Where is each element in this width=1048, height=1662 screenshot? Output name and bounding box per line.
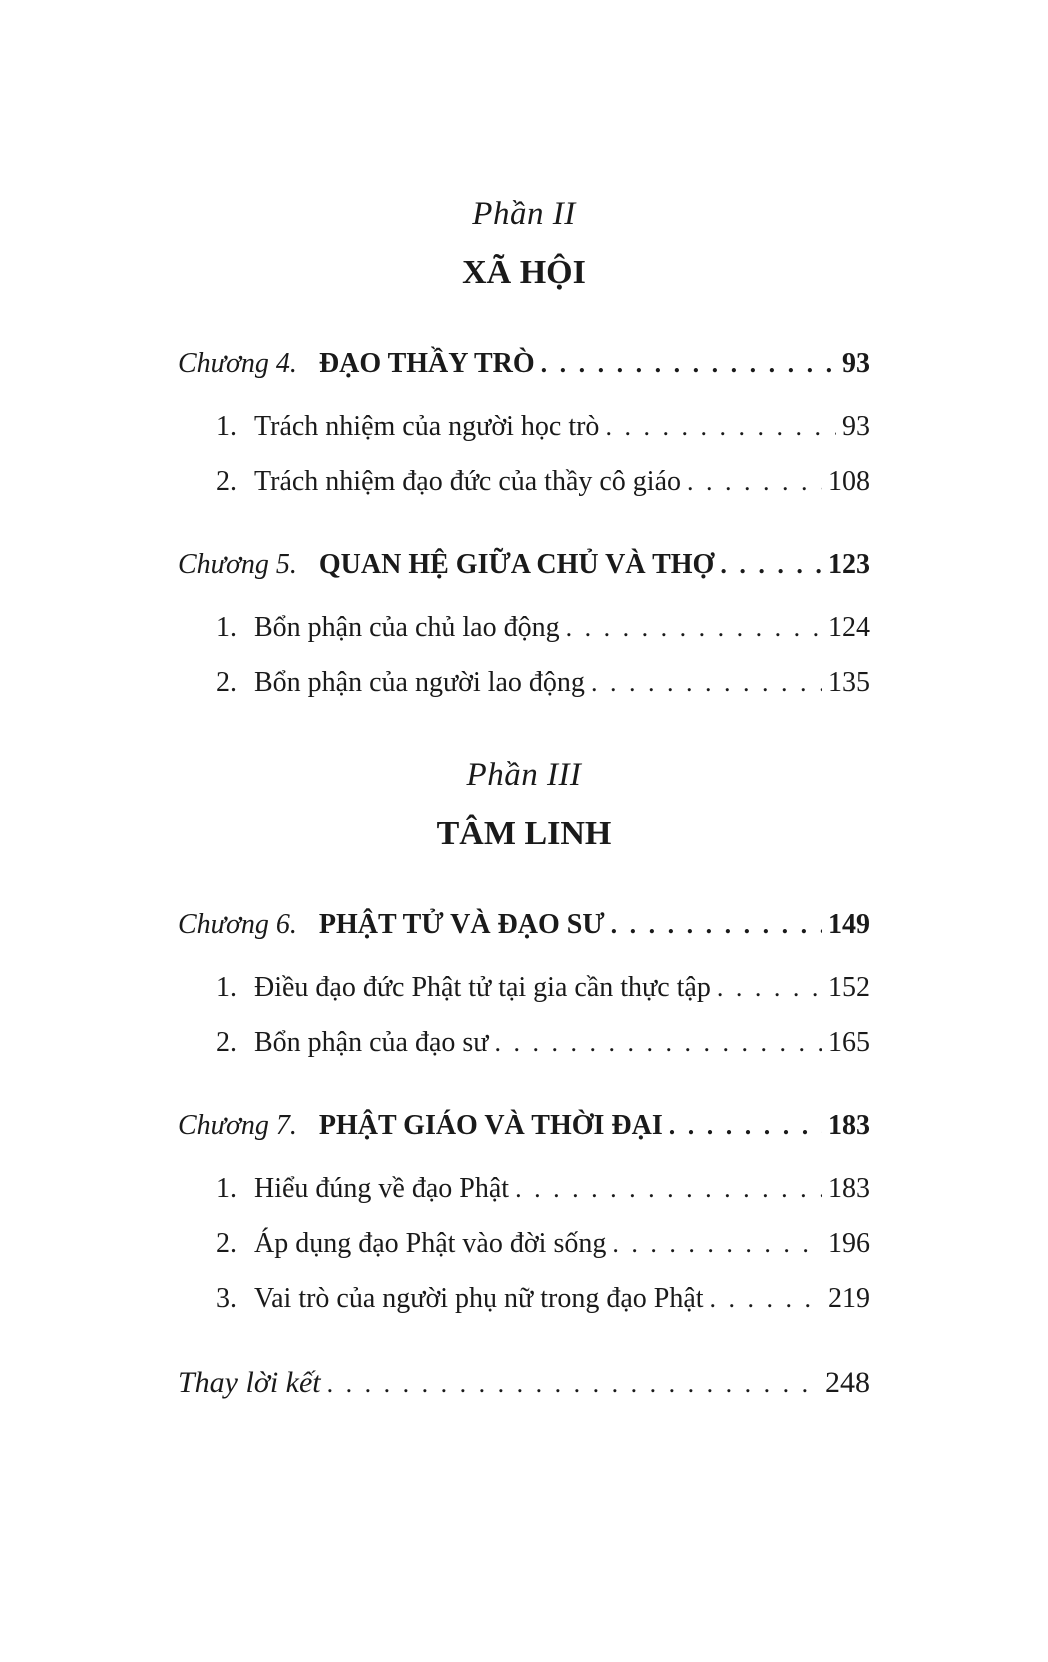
part-title: XÃ HỘI <box>462 254 586 291</box>
toc-chapter-entry[interactable] <box>178 549 870 593</box>
dot-leader <box>605 412 836 442</box>
page-number: 183 <box>828 1173 870 1204</box>
toc-section-entry[interactable] <box>216 1173 870 1217</box>
dot-leader <box>566 613 822 643</box>
dot-leader <box>687 467 822 497</box>
section-title: Vai trò của người phụ nữ trong đạo Phật <box>254 1283 704 1314</box>
page-number: 149 <box>828 909 870 940</box>
chapter-label: Chương 6. <box>178 909 297 940</box>
toc-section-entry[interactable] <box>216 1283 870 1327</box>
toc-closing-entry[interactable] <box>178 1366 870 1410</box>
chapter-title: ĐẠO THẦY TRÒ <box>318 348 535 379</box>
part-title: TÂM LINH <box>436 815 612 852</box>
section-number: 2. <box>216 466 237 497</box>
section-number: 2. <box>216 1027 237 1058</box>
chapter-label: Chương 5. <box>178 549 297 580</box>
section-number: 3. <box>216 1283 237 1314</box>
chapter-title: PHẬT TỬ VÀ ĐẠO SƯ <box>318 909 605 940</box>
page-number: 219 <box>828 1283 870 1314</box>
dot-leader <box>515 1174 822 1204</box>
section-title: Bổn phận của đạo sư <box>254 1027 489 1058</box>
page-number: 152 <box>828 972 870 1003</box>
section-title: Điều đạo đức Phật tử tại gia cần thực tập <box>254 972 711 1003</box>
page-number: 93 <box>842 411 870 442</box>
chapter-label: Chương 4. <box>178 348 297 379</box>
toc-chapter-entry[interactable] <box>178 909 870 953</box>
section-title: Trách nhiệm của người học trò <box>254 411 600 442</box>
section-number: 1. <box>216 972 237 1003</box>
page-number: 123 <box>828 549 870 580</box>
page-number: 196 <box>828 1228 870 1259</box>
dot-leader <box>669 1111 822 1141</box>
dot-leader <box>710 1284 822 1314</box>
toc-section-entry[interactable] <box>216 411 870 455</box>
section-title: Hiểu đúng về đạo Phật <box>254 1173 510 1204</box>
section-number: 2. <box>216 667 237 698</box>
part-label: Phần III <box>466 757 582 793</box>
dot-leader <box>591 668 822 698</box>
dot-leader <box>541 349 836 379</box>
dot-leader <box>717 973 822 1003</box>
toc-chapter-entry[interactable] <box>178 348 870 392</box>
toc-section-entry[interactable] <box>216 1027 870 1071</box>
dot-leader <box>720 550 822 580</box>
dot-leader <box>327 1369 819 1399</box>
section-title: Áp dụng đạo Phật vào đời sống <box>254 1228 607 1259</box>
page-number: 124 <box>828 612 870 643</box>
section-title: Trách nhiệm đạo đức của thầy cô giáo <box>254 466 682 497</box>
section-number: 1. <box>216 411 237 442</box>
section-number: 2. <box>216 1228 237 1259</box>
page-number: 93 <box>842 348 870 379</box>
chapter-title: QUAN HỆ GIỮA CHỦ VÀ THỢ <box>318 549 715 580</box>
section-title: Bổn phận của người lao động <box>254 667 585 698</box>
dot-leader <box>494 1028 822 1058</box>
toc-section-entry[interactable] <box>216 612 870 656</box>
page-number: 248 <box>825 1366 870 1399</box>
chapter-label: Chương 7. <box>178 1110 297 1141</box>
page-number: 108 <box>828 466 870 497</box>
dot-leader <box>612 1229 822 1259</box>
page-number: 183 <box>828 1110 870 1141</box>
section-number: 1. <box>216 612 237 643</box>
page-number: 135 <box>828 667 870 698</box>
section-number: 1. <box>216 1173 237 1204</box>
closing-label: Thay lời kết <box>178 1366 321 1399</box>
section-title: Bổn phận của chủ lao động <box>254 612 560 643</box>
toc-section-entry[interactable] <box>216 972 870 1016</box>
part-label: Phần II <box>472 196 576 232</box>
toc-section-entry[interactable] <box>216 1228 870 1272</box>
page-number: 165 <box>828 1027 870 1058</box>
chapter-title: PHẬT GIÁO VÀ THỜI ĐẠI <box>318 1110 663 1141</box>
toc-chapter-entry[interactable] <box>178 1110 870 1154</box>
toc-section-entry[interactable] <box>216 667 870 711</box>
toc-section-entry[interactable] <box>216 466 870 510</box>
dot-leader <box>611 910 822 940</box>
